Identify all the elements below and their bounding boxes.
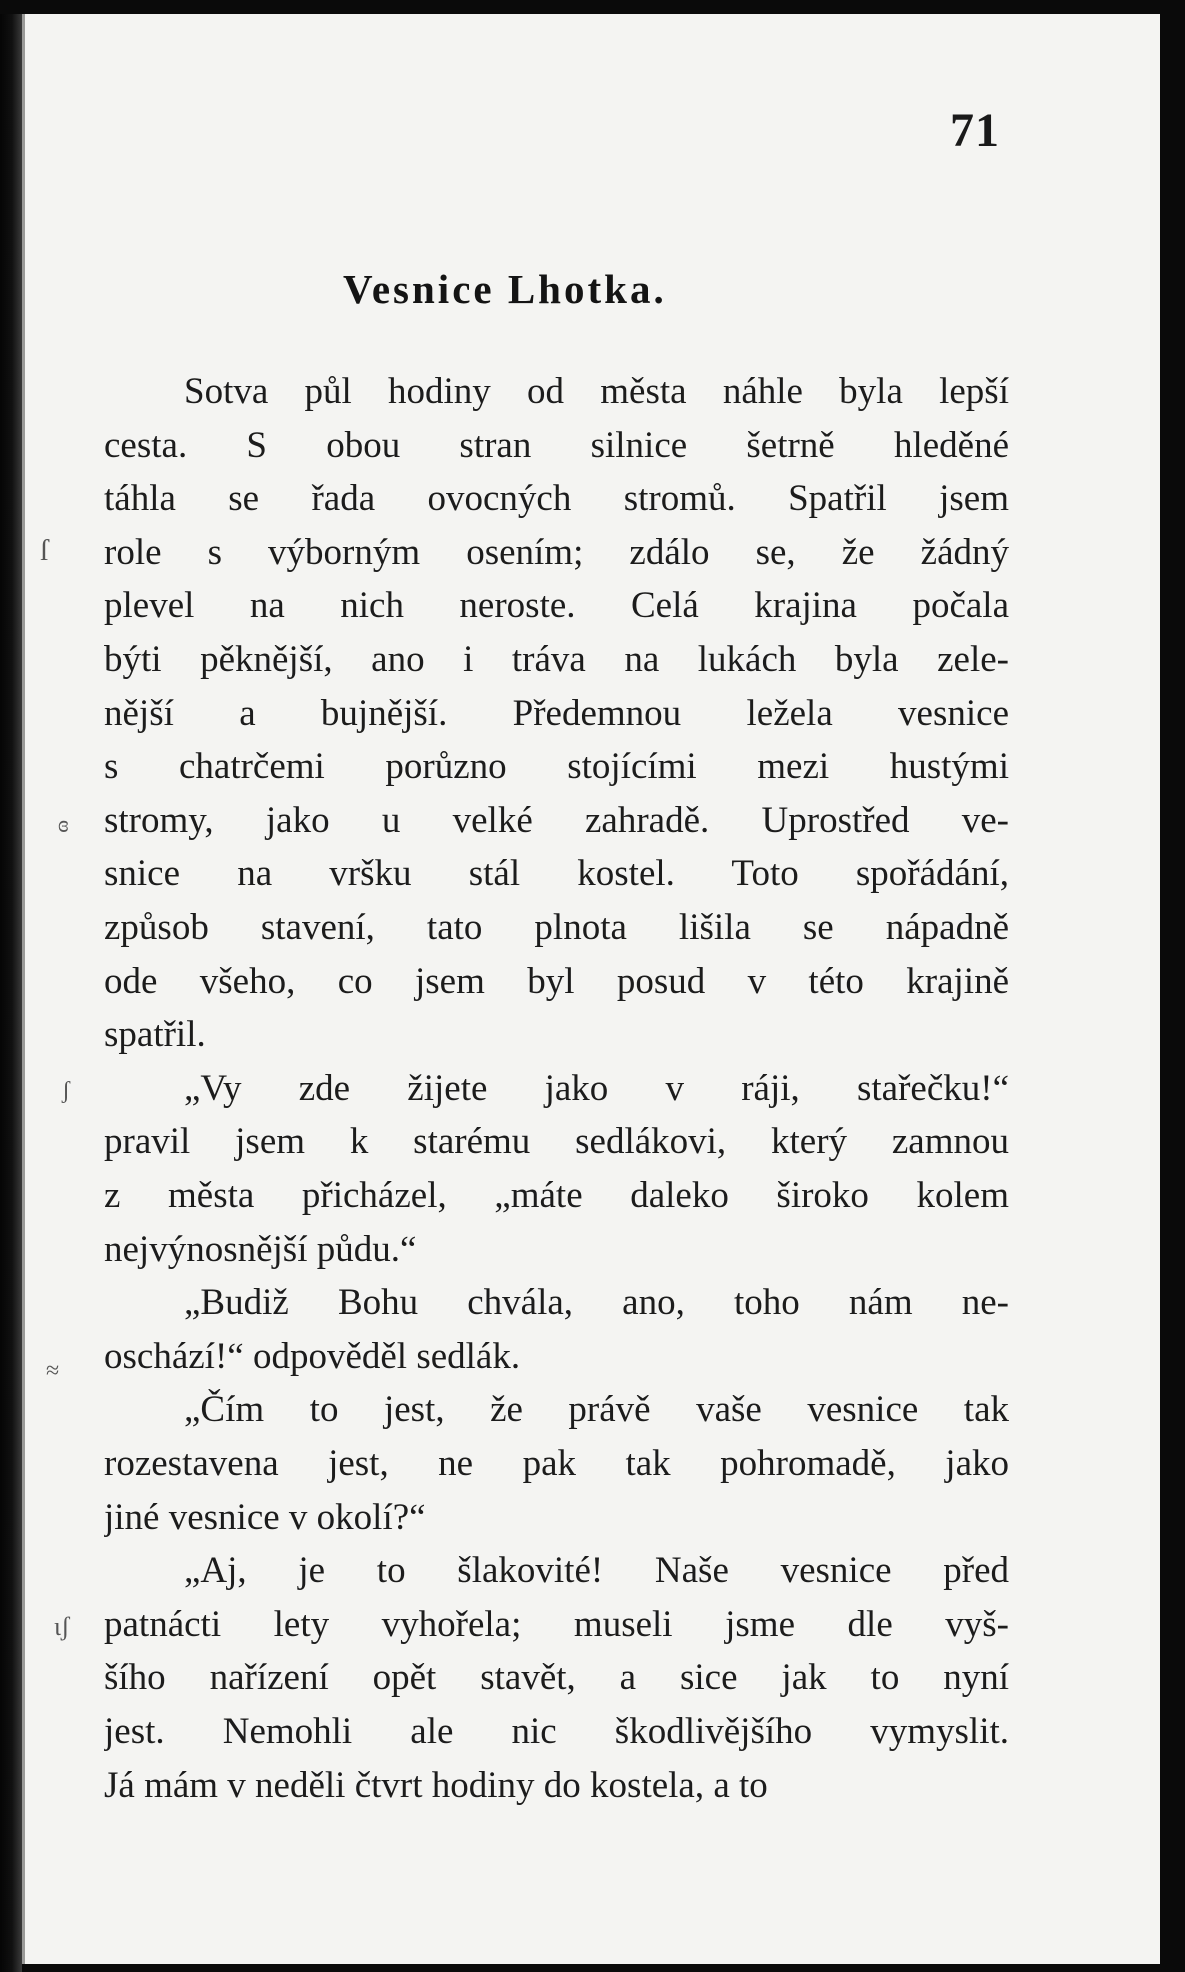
margin-mark: ſ xyxy=(40,534,49,567)
text-line: patnácti lety vyhořela; museli jsme dle vyš- xyxy=(104,1603,1009,1645)
text-line: šího nařízení opět stavět, a sice jak to nyní xyxy=(104,1657,1009,1699)
text-line: stromy, jako u velké zahradě. Uprostřed ve- xyxy=(104,799,1009,841)
text-line: „Budiž Bohu chvála, ano, toho nám ne- xyxy=(184,1282,1009,1324)
scan-top-border xyxy=(0,0,1185,14)
text-line: Já mám v neděli čtvrt hodiny do kostela, a to xyxy=(104,1764,768,1806)
text-line: jiné vesnice v okolí?“ xyxy=(104,1496,426,1538)
text-line: snice na vršku stál kostel. Toto spořádání, xyxy=(104,853,1009,895)
book-binding-shadow xyxy=(0,0,22,1972)
text-line: Sotva půl hodiny od města náhle byla lepší xyxy=(184,371,1009,412)
text-line: s chatrčemi porůzno stojícími mezi hustými xyxy=(104,746,1009,788)
margin-mark: ɩʃ xyxy=(54,1612,70,1641)
text-line: spatřil. xyxy=(104,1014,206,1056)
text-line: nější a bujnější. Předemnou ležela vesnice xyxy=(104,692,1009,734)
scan-right-border xyxy=(1160,0,1185,1972)
chapter-title: Vesnice Lhotka. xyxy=(343,266,667,312)
margin-mark: ʃ xyxy=(62,1078,70,1104)
text-line: nejvýnosnější půdu.“ xyxy=(104,1228,417,1270)
text-line: rozestavena jest, ne pak tak pohromadě, jako xyxy=(104,1443,1009,1484)
margin-mark: ɞ xyxy=(58,812,69,838)
text-line: oschází!“ odpověděl sedlák. xyxy=(104,1335,521,1377)
text-line: pravil jsem k starému sedlákovi, který zamnou xyxy=(104,1121,1009,1163)
text-line: „Vy zde žijete jako v ráji, stařečku!“ xyxy=(184,1067,1009,1109)
text-line: jest. Nemohli ale nic škodlivějšího vymyslit. xyxy=(104,1711,1009,1752)
text-line: způsob stavení, tato plnota lišila se nápadně xyxy=(104,907,1009,948)
text-line: „Aj, je to šlakovité! Naše vesnice před xyxy=(184,1550,1009,1592)
text-line: táhla se řada ovocných stromů. Spatřil jsem xyxy=(104,478,1009,520)
text-line: býti pěknější, ano i tráva na lukách byla zele- xyxy=(104,639,1009,680)
page-number: 71 xyxy=(950,104,1000,157)
text-line: role s výborným osením; zdálo se, že žádný xyxy=(104,531,1009,573)
margin-mark: ≈ xyxy=(46,1358,60,1384)
text-line: z města přicházel, „máte daleko široko kolem xyxy=(104,1175,1009,1216)
text-line: plevel na nich neroste. Celá krajina počala xyxy=(104,585,1009,627)
text-line: „Čím to jest, že právě vaše vesnice tak xyxy=(184,1389,1009,1431)
text-line: ode všeho, co jsem byl posud v této krajině xyxy=(104,960,1009,1002)
text-line: cesta. S obou stran silnice šetrně hleděné xyxy=(104,424,1009,466)
